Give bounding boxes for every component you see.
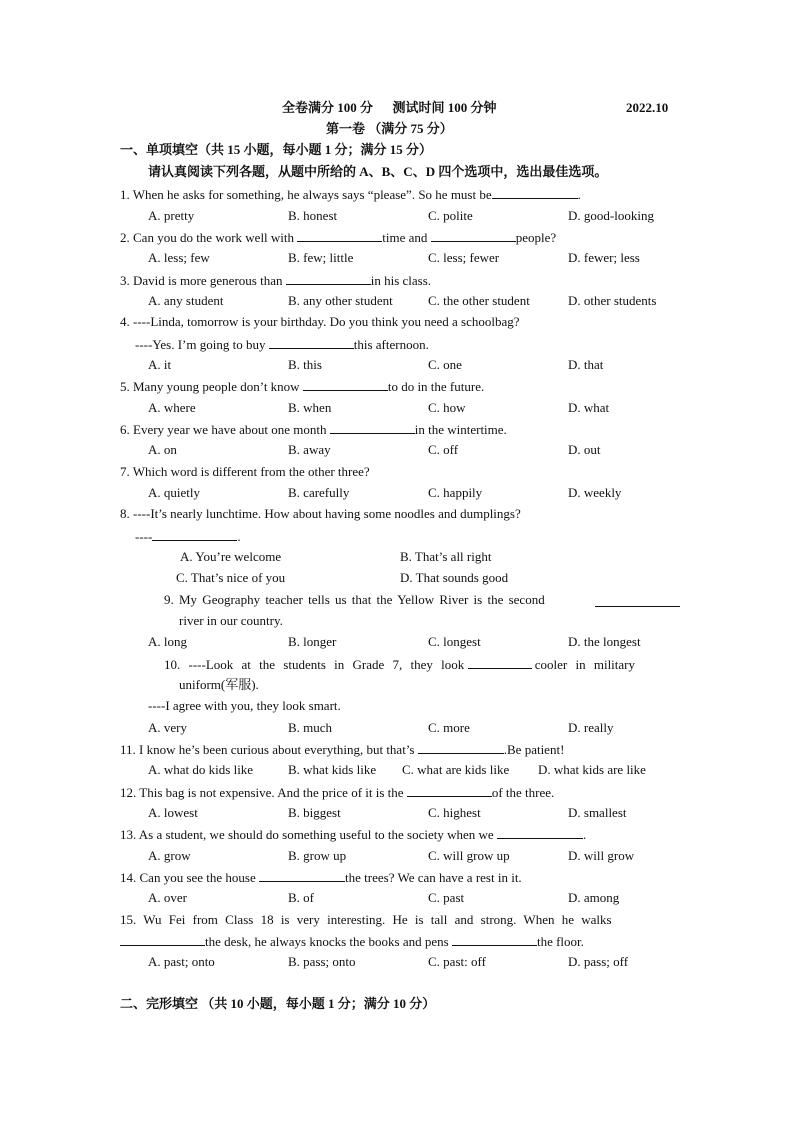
option-c: C. the other student: [428, 293, 530, 308]
option-d: D. fewer; less: [568, 250, 640, 265]
option-c: C. off: [428, 442, 459, 457]
option-a: A. any student: [148, 293, 224, 308]
option-c: C. one: [428, 357, 462, 372]
option-c: C. what are kids like: [402, 762, 510, 777]
question-10-line2: uniform(军服).: [179, 677, 259, 692]
exam-info: 全卷满分 100 分 测试时间 100 分钟: [282, 100, 497, 115]
question-5: 5. Many young people don’t know to do in the future.: [120, 379, 485, 394]
volume-title: 第一卷 （满分 75 分）: [326, 121, 453, 136]
question-13: 13. As a student, we should do something useful to the society when we .: [120, 827, 587, 842]
option-a: A. very: [148, 720, 187, 735]
option-c: C. more: [428, 720, 470, 735]
option-a: A. what do kids like: [148, 762, 254, 777]
option-a: A. it: [148, 357, 172, 372]
answer-blank: [452, 933, 537, 946]
answer-blank: [259, 869, 345, 882]
option-b: B. pass; onto: [288, 954, 356, 969]
option-a: A. grow: [148, 848, 191, 863]
section1-instruction: 请认真阅读下列各题，从题中所给的 A、B、C、D 四个选项中，选出最佳选项。: [148, 164, 608, 179]
answer-blank: [407, 784, 492, 797]
option-c: C. polite: [428, 208, 473, 223]
option-b: B. what kids like: [288, 762, 377, 777]
option-b: B. biggest: [288, 805, 341, 820]
option-a: A. long: [148, 634, 187, 649]
option-b: B. That’s all right: [400, 549, 492, 564]
answer-blank: [468, 656, 532, 669]
answer-blank: [269, 336, 354, 349]
option-c: C. That’s nice of you: [176, 570, 286, 585]
question-4-reply: ----Yes. I’m going to buy this afternoon.: [135, 337, 429, 352]
question-10: 10. ----Look at the students in Grade 7, they look cooler in military: [164, 657, 636, 672]
option-c: C. how: [428, 400, 466, 415]
option-b: B. away: [288, 442, 331, 457]
question-11: 11. I know he’s been curious about everything, but that’s .Be patient!: [120, 742, 565, 757]
exam-date: 2022.10: [626, 100, 669, 115]
question-10-reply: ----I agree with you, they look smart.: [148, 698, 341, 713]
question-4: 4. ----Linda, tomorrow is your birthday. Do you think you need a schoolbag?: [120, 314, 520, 329]
option-b: B. few; little: [288, 250, 354, 265]
answer-blank: [330, 421, 415, 434]
option-a: A. where: [148, 400, 196, 415]
option-d: D. what kids are like: [538, 762, 646, 777]
answer-blank: [595, 594, 680, 607]
answer-blank: [492, 186, 578, 199]
option-d: D. good-looking: [568, 208, 654, 223]
answer-blank: [497, 826, 583, 839]
answer-blank: [418, 741, 504, 754]
option-c: C. happily: [428, 485, 483, 500]
question-7: 7. Which word is different from the other three?: [120, 464, 370, 479]
question-9: 9. My Geography teacher tells us that the Yellow River is the second: [164, 592, 680, 608]
option-d: D. other students: [568, 293, 657, 308]
option-a: A. over: [148, 890, 187, 905]
option-c: C. past: off: [428, 954, 486, 969]
option-a: A. lowest: [148, 805, 198, 820]
option-d: D. among: [568, 890, 620, 905]
option-d: D. will grow: [568, 848, 635, 863]
answer-blank: [431, 229, 516, 242]
question-8-reply: ---- .: [135, 529, 241, 544]
question-6: 6. Every year we have about one month in the wintertime.: [120, 422, 507, 437]
option-d: D. really: [568, 720, 614, 735]
option-a: A. past; onto: [148, 954, 215, 969]
question-15-line2: the desk, he always knocks the books and pens the floor.: [120, 933, 584, 950]
question-12: 12. This bag is not expensive. And the price of it is the of the three.: [120, 785, 555, 800]
option-a: A. on: [148, 442, 177, 457]
option-b: B. when: [288, 400, 332, 415]
option-b: B. longer: [288, 634, 337, 649]
answer-blank: [286, 272, 371, 285]
option-b: B. of: [288, 890, 314, 905]
option-d: D. weekly: [568, 485, 622, 500]
option-c: C. less; fewer: [428, 250, 500, 265]
option-b: B. much: [288, 720, 333, 735]
option-d: D. pass; off: [568, 954, 629, 969]
question-15: 15. Wu Fei from Class 18 is very interesting. He is tall and strong. When he walks: [120, 912, 612, 927]
option-d: D. what: [568, 400, 610, 415]
question-14: 14. Can you see the house the trees? We can have a rest in it.: [120, 870, 522, 885]
question-9-line2: river in our country.: [179, 613, 283, 628]
option-d: D. that: [568, 357, 604, 372]
answer-blank: [152, 528, 237, 541]
option-c: C. longest: [428, 634, 481, 649]
question-3: 3. David is more generous than in his class.: [120, 273, 432, 288]
option-a: A. quietly: [148, 485, 200, 500]
option-c: C. highest: [428, 805, 481, 820]
option-d: D. out: [568, 442, 601, 457]
answer-blank: [297, 229, 382, 242]
option-b: B. honest: [288, 208, 338, 223]
option-b: B. any other student: [288, 293, 393, 308]
option-c: C. will grow up: [428, 848, 510, 863]
answer-blank: [303, 378, 388, 391]
question-1: 1. When he asks for something, he always says “please”. So he must be .: [120, 187, 581, 202]
option-c: C. past: [428, 890, 465, 905]
option-a: A. pretty: [148, 208, 195, 223]
option-d: D. That sounds good: [400, 570, 509, 585]
section1-heading: 一、单项填空（共 15 小题，每小题 1 分；满分 15 分）: [120, 142, 433, 157]
option-d: D. smallest: [568, 805, 627, 820]
question-2: 2. Can you do the work well with time and people?: [120, 230, 557, 245]
option-b: B. carefully: [288, 485, 350, 500]
question-8: 8. ----It’s nearly lunchtime. How about having some noodles and dumplings?: [120, 506, 521, 521]
answer-blank: [120, 933, 205, 946]
section2-heading: 二、完形填空 （共 10 小题，每小题 1 分；满分 10 分）: [120, 996, 436, 1011]
option-b: B. this: [288, 357, 322, 372]
option-b: B. grow up: [288, 848, 347, 863]
option-a: A. You’re welcome: [180, 549, 282, 564]
option-d: D. the longest: [568, 634, 641, 649]
option-a: A. less; few: [148, 250, 210, 265]
